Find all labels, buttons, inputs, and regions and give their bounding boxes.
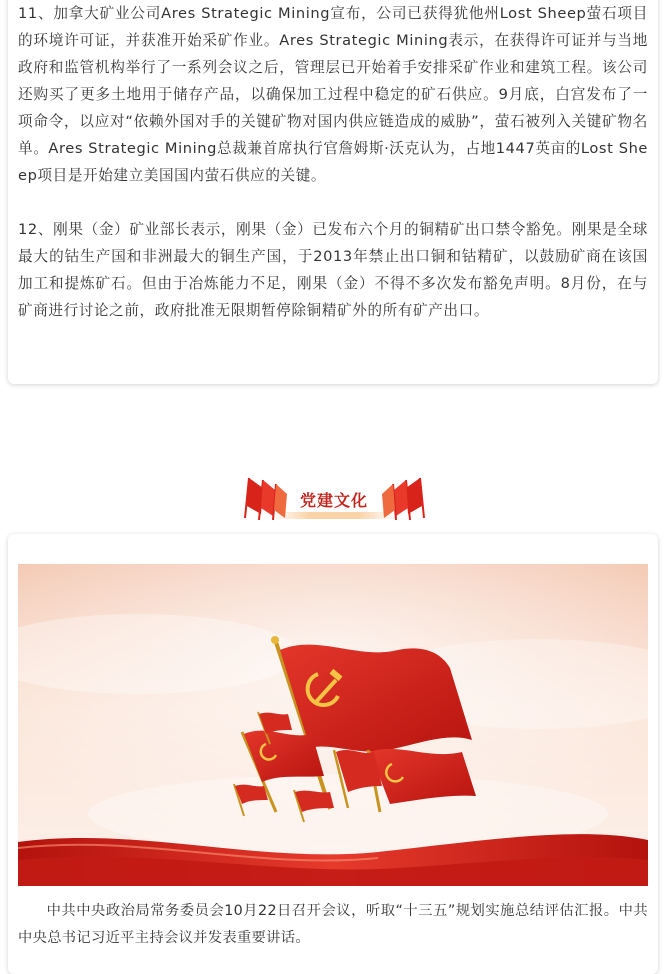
red-flags-icon	[380, 474, 426, 524]
section-header	[0, 474, 668, 524]
hero-caption: 中共中央政治局常务委员会10月22日召开会议，听取“十三五”规划实施总结评估汇报。中共中央总书记习近平主持会议并发表重要讲话。	[18, 903, 648, 946]
red-flags-icon	[243, 474, 289, 524]
section-underline	[272, 512, 396, 519]
article-card	[8, 0, 658, 384]
section-title: 党建文化	[299, 491, 368, 510]
feature-card	[8, 534, 658, 974]
article-paragraph-11: 11、加拿大矿业公司Ares Strategic Mining宣布，公司已获得犹他州Lost Sheep萤石项目的环境许可证，并获准开始采矿作业。Ares Strategic Mining表示，在获得许可证并与当地政府和监管机构举行了一系列会议之后，管理层已开始着手安排采矿作业和建筑工程。该公司还购买了更多土地用于储存产品，以确保加工过程中稳定的矿石供应。9月底，白宫发布了一项命令，以应对“依赖外国对手的关键矿物对国内供应链造成的威胁”，萤石被列入关键矿物名单。Ares Strategic Mining总裁兼首席执行官詹姆斯·沃克认为，占地1447英亩的Lost Sheep项目是开始建立美国国内萤石供应的关键。	[18, 5, 648, 184]
hero-image	[18, 564, 648, 886]
article-paragraph-12: 12、刚果（金）矿业部长表示，刚果（金）已发布六个月的铜精矿出口禁令豁免。刚果是全球最大的钴生产国和非洲最大的铜生产国，于2013年禁止出口铜和钴精矿，以鼓励矿商在该国加工和提炼矿石。但由于冶炼能力不足，刚果（金）不得不多次发布豁免声明。8月份，在与矿商进行讨论之前，政府批准无限期暂停除铜精矿外的所有矿产出口。	[18, 221, 648, 319]
